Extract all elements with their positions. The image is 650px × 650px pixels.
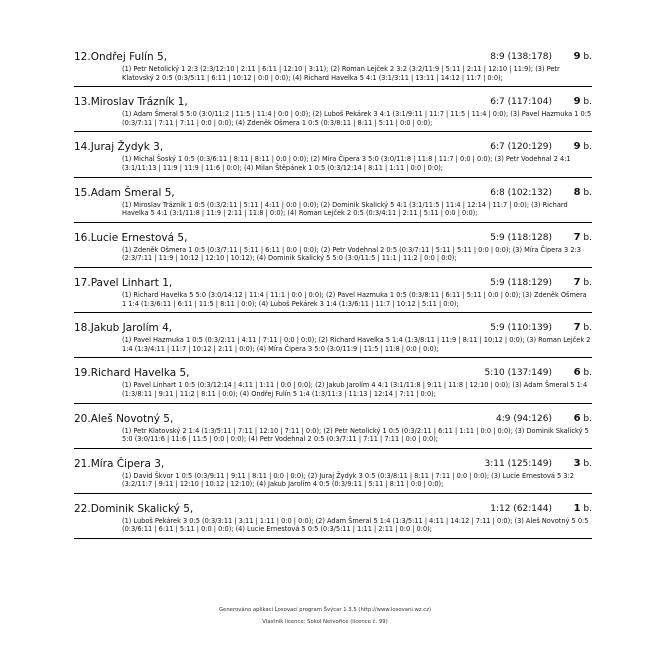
- match-details: (1) Zdeněk Ošmera 1 0:5 (0:3/7:11 | 5:11 | 6:11 | 0:0 | 0:0); (2) Petr Vodehnal 2 0:5 (0:3/7:11 | 5:11 | 5:11 | 0:0 | 0:0); (3) Míra Čipera 3 2:3 (2:3/7:11 | 11:9 | 10:12 | 12:10 | 10:12); (4) Dominik Skalický 5 5:0 (3:0/11:5 | 11:1 | 11:2 | 0:0 | 0:0);: [122, 245, 581, 263]
- player-points: [574, 50, 592, 64]
- points-unit: b.: [583, 232, 592, 243]
- player-entry: [74, 50, 592, 87]
- player-entry: [74, 186, 592, 223]
- points-number: 9: [573, 141, 581, 153]
- points-unit: b.: [583, 52, 592, 62]
- player-name: 18.Jakub Jarolím 4,: [74, 322, 173, 335]
- points-number: 7: [573, 276, 581, 288]
- points-number: 8: [573, 186, 581, 198]
- player-score: 5:9 (118:128): [490, 232, 552, 243]
- player-name: 22.Dominik Skalický 5,: [74, 502, 194, 515]
- points-unit: b.: [583, 142, 592, 153]
- footer-license-note: Vlastník licence: Sokol Netvořice (licence č. 99): [262, 619, 388, 625]
- player-name: 16.Lucie Ernestová 5,: [74, 231, 188, 244]
- match-details: (1) Pavel Linhart 1 0:5 (0:3/12:14 | 4:11 | 1:11 | 0:0 | 0:0); (2) Jakub Jarolím 4 4:1 (3:1/11:8 | 9:11 | 11:8 | 12:10 | 0:0); (3) Adam Šmeral 5 1:4 (1:3/8:11 | 9:11 | 11:2 | 8:11 | 0:0); (4) Ondřej Fulín 5 1:4 (1:3/11:3 | 11:13 | 12:14 | 7:11 | 0:0);: [122, 381, 588, 398]
- player-points: [574, 366, 592, 380]
- points-unit: b.: [583, 368, 592, 379]
- points-number: 9: [573, 96, 581, 108]
- points-number: 1: [573, 502, 581, 514]
- match-details: (1) Michal Šoský 1 0:5 (0:3/6:11 | 8:11 | 8:11 | 0:0 | 0:0); (2) Míra Čipera 3 5:0 (3:0/11:8 | 11:8 | 11:7 | 0:0 | 0:0); (3) Petr Vodehnal 2 4:1 (3:1/11:13 | 11:9 | 11:9 | 11:6 | 0:0); (4) Milan Štěpánek 1 0:5 (0:3/12:14 | 8:11 | 1:11 | 0:0 | 0:0);: [122, 155, 571, 172]
- player-name: 21.Míra Čipera 3,: [74, 457, 165, 470]
- player-entry: [74, 231, 592, 268]
- player-entry: [74, 276, 592, 313]
- player-score: 3:11 (125:149): [484, 458, 552, 469]
- footer-generator-note: Generováno aplikací Losovací program Švýcar 1.3.5 (http://www.losovani.wz.cz): [218, 607, 432, 613]
- points-number: 7: [573, 231, 581, 243]
- player-entry: [74, 457, 592, 494]
- match-details: (1) Richard Havelka 5 5:0 (3:0/14:12 | 11:4 | 11:1 | 0:0 | 0:0); (2) Pavel Hazmuka 1 0:5 (0:3/8:11 | 6:11 | 5:11 | 0:0 | 0:0); (3) Zdeněk Ošmera 1 1:4 (1:3/6:11 | 6:11 | 11:5 | 8:11 | 0:0); (4) Luboš Pekárek 3 1:4 (1:3/6:11 | 11:7 | 10:12 | 5:11 | 0:0);: [122, 290, 587, 308]
- player-score: 5:10 (137:149): [484, 368, 552, 379]
- player-name: 12.Ondřej Fulín 5,: [74, 51, 168, 63]
- match-details: (1) Adam Šmeral 5 5:0 (3:0/11:2 | 11:5 | 11:4 | 0:0 | 0:0); (2) Luboš Pekárek 3 4:1 (3:1/9:11 | 11:7 | 11:5 | 11:4 | 0:0); (3) Pavel Hazmuka 1 0:5 (0:3/7:11 | 7:11 | 7:11 | 0:0 | 0:0); (4) Zdeněk Ošmera 1 0:5 (0:3/8:11 | 8:11 | 5:11 | 0:0 | 0:0);: [122, 110, 592, 127]
- points-number: 9: [573, 51, 581, 62]
- player-score: 6:7 (117:104): [490, 97, 552, 108]
- player-score: 8:9 (138:178): [490, 52, 552, 62]
- points-number: 6: [573, 412, 581, 424]
- player-entry: [74, 502, 592, 539]
- points-number: 7: [573, 322, 581, 334]
- points-unit: b.: [583, 323, 592, 334]
- results-list: [74, 50, 592, 547]
- player-score: 6:8 (102:132): [490, 187, 552, 198]
- match-details: (1) Petr Klatovský 2 1:4 (1:3/5:11 | 7:11 | 12:10 | 7:11 | 0:0); (2) Petr Netolický 1 0:5 (0:3/2:11 | 6:11 | 1:11 | 0:0 | 0:0); (3) Dominik Skalický 5 5:0 (3:0/11:6 | 11:6 | 11:5 | 0:0 | 0:0); (4) Petr Vodehnal 2 0:5 (0:3/7:11 | 7:11 | 7:11 | 0:0 | 0:0);: [122, 426, 589, 444]
- player-score: 5:9 (110:139): [490, 323, 552, 334]
- points-number: 6: [573, 367, 581, 379]
- player-entry: [74, 321, 592, 358]
- points-unit: b.: [583, 413, 592, 424]
- points-unit: b.: [583, 187, 592, 198]
- player-score: 5:9 (118:129): [490, 277, 552, 288]
- player-points: [574, 95, 592, 109]
- player-points: [574, 412, 592, 426]
- player-name: 19.Richard Havelka 5,: [74, 367, 190, 380]
- player-points: [574, 457, 592, 471]
- player-points: [574, 231, 592, 245]
- player-points: [574, 276, 592, 290]
- match-details: (1) Petr Netolický 1 2:3 (2:3/12:10 | 2:11 | 6:11 | 12:10 | 3:11); (2) Roman Lejček 2 3:2 (3:2/11:9 | 5:11 | 2:11 | 12:10 | 11:9); (3) Petr Klatovský 2 0:5 (0:3/5:11 | 6:11 | 10:12 | 0:0 | 0:0); (4) Richard Havelka 5 4:1 (3:1/3:11 | 13:11 | 14:12 | 11:7 | 0:0);: [122, 65, 560, 82]
- player-entry: [74, 366, 592, 403]
- player-name: 20.Aleš Novotný 5,: [74, 412, 174, 425]
- match-details: (1) Pavel Hazmuka 1 0:5 (0:3/2:11 | 4:11 | 7:11 | 0:0 | 0:0); (2) Richard Havelka 5 1:4 (1:3/8:11 | 11:9 | 8:11 | 10:12 | 0:0); (3) Roman Lejček 2 1:4 (1:3/4:11 | 11:7 | 10:12 | 2:11 | 0:0); (4) Míra Čipera 3 5:0 (3:0/11:9 | 11:5 | 11:8 | 0:0 | 0:0);: [122, 336, 591, 353]
- player-entry: [74, 412, 592, 449]
- player-score: 6:7 (120:129): [490, 142, 552, 153]
- player-name: 15.Adam Šmeral 5,: [74, 186, 175, 199]
- match-details: (1) David Škvor 1 0:5 (0:3/9:11 | 9:11 | 8:11 | 0:0 | 0:0); (2) Juraj Žydyk 3 0:5 (0:3/8:11 | 8:11 | 7:11 | 0:0 | 0:0); (3) Lucie Ernestová 5 3:2 (3:2/11:7 | 9:11 | 12:10 | 10:12 | 12:10); (4) Jakub Jarolím 4 0:5 (0:3/9:11 | 5:11 | 8:11 | 0:0 | 0:0);: [122, 471, 574, 489]
- player-name: 13.Miroslav Trázník 1,: [74, 96, 188, 109]
- match-details: (1) Miroslav Trázník 1 0:5 (0:3/2:11 | 5:11 | 4:11 | 0:0 | 0:0); (2) Dominik Skalický 5 4:1 (3:1/11:5 | 11:4 | 12:14 | 11:7 | 0:0); (3) Richard Havelka 5 4:1 (3:1/11:8 | 11:9 | 2:11 | 11:8 | 0:0); (4) Roman Lejček 2 0:5 (0:3/4:11 | 2:11 | 5:11 | 0:0 | 0:0);: [122, 200, 568, 218]
- player-score: 4:9 (94:126): [495, 413, 552, 424]
- match-details: (1) Luboš Pekárek 3 0:5 (0:3/3:11 | 3:11 | 1:11 | 0:0 | 0:0); (2) Adam Šmeral 5 1:4 (1:3/5:11 | 4:11 | 14:12 | 7:11 | 0:0); (3) Aleš Novotný 5 0:5 (0:3/6:11 | 6:11 | 5:11 | 0:0 | 0:0); (4) Lucie Ernestová 5 0:5 (0:3/5:11 | 1:11 | 2:11 | 0:0 | 0:0);: [122, 516, 589, 534]
- player-points: [574, 140, 592, 154]
- player-name: 17.Pavel Linhart 1,: [74, 276, 173, 289]
- points-number: 3: [573, 457, 581, 469]
- player-name: 14.Juraj Žydyk 3,: [74, 141, 164, 154]
- points-unit: b.: [583, 97, 592, 108]
- points-unit: b.: [583, 503, 592, 514]
- player-points: [574, 186, 592, 200]
- points-unit: b.: [583, 277, 592, 288]
- player-entry: [74, 140, 592, 177]
- player-points: [574, 321, 592, 335]
- player-entry: [74, 95, 592, 132]
- points-unit: b.: [583, 458, 592, 469]
- player-points: [574, 502, 592, 516]
- player-score: 1:12 (62:144): [490, 503, 552, 514]
